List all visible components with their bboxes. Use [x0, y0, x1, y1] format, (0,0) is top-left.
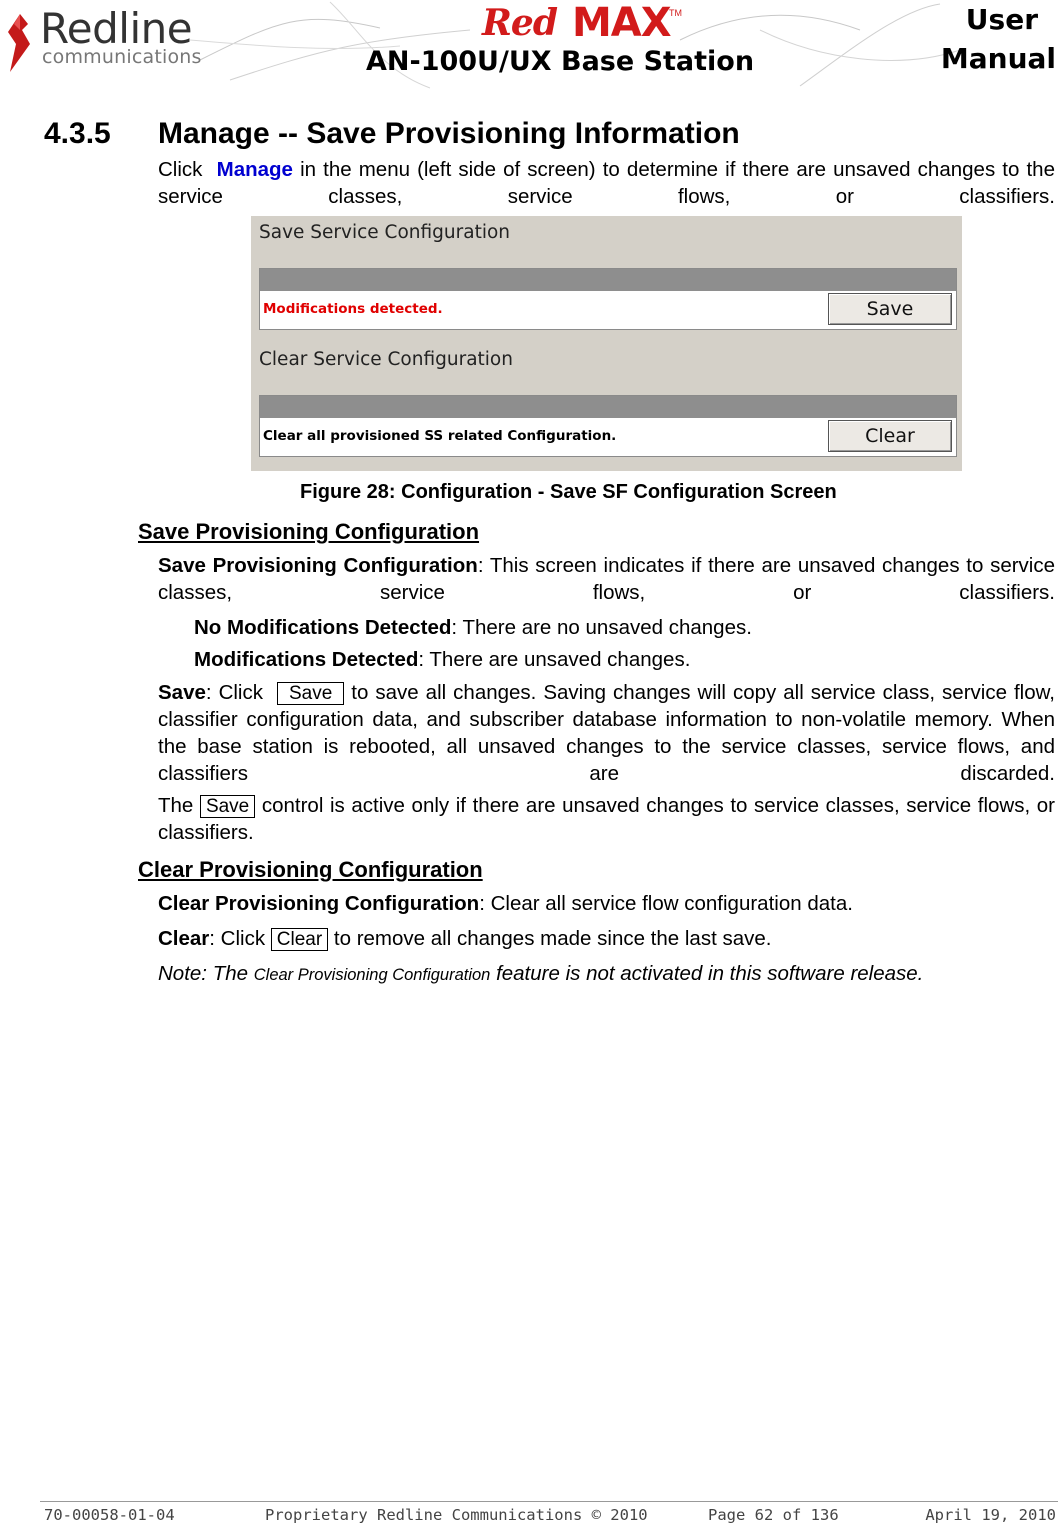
logo-wordmark: Redline — [40, 4, 193, 53]
no-modifications-item — [194, 614, 752, 641]
note-text: feature is not activated in this software release. — [496, 962, 924, 985]
clear-click: : Click — [209, 927, 266, 950]
clear-note — [158, 960, 1055, 989]
clear-inline-button: Clear — [271, 928, 328, 951]
figure-caption: Figure 28: Configuration - Save SF Configuration Screen — [300, 481, 837, 503]
clear-config-msg: Clear all provisioned SS related Configuration. — [263, 428, 617, 444]
mod-term: Modifications Detected — [194, 648, 419, 671]
footer-copyright: Proprietary Redline Communications © 2010 — [265, 1506, 648, 1524]
brand-trademark: TM — [669, 8, 682, 18]
section-number: 4.3.5 — [44, 117, 111, 150]
save-definition — [158, 552, 1055, 606]
save-button[interactable]: Save — [828, 293, 952, 325]
save-def-term: Save Provisioning Configuration — [158, 554, 478, 577]
redline-logo-icon — [0, 10, 40, 74]
save-control-note — [158, 792, 1055, 846]
clear-config-panel — [259, 395, 957, 457]
save-config-title: Save Service Configuration — [259, 222, 511, 243]
brand-max: MAX — [572, 0, 671, 46]
save-config-panel — [259, 268, 957, 330]
clear-description — [158, 925, 1055, 952]
control-text: control is active only if there are unsaved changes to service classes, service flows, or classifiers. — [158, 794, 1055, 844]
section-title: Manage -- Save Provisioning Information — [158, 117, 740, 150]
brand-red: Red — [482, 2, 557, 44]
note-lead: Note: The — [158, 962, 249, 985]
footer-page: Page 62 of 136 — [708, 1506, 839, 1524]
modifications-detected-msg: Modifications detected. — [263, 301, 443, 317]
no-mod-text: : There are no unsaved changes. — [451, 616, 752, 639]
footer-doc-number: 70-00058-01-04 — [44, 1506, 175, 1524]
clear-definition — [158, 890, 1055, 917]
panel-header-bar — [260, 396, 956, 418]
the-word: The — [158, 794, 194, 817]
clear-config-title: Clear Service Configuration — [259, 349, 513, 370]
clear-term: Clear — [158, 927, 210, 950]
save-click: : Click — [205, 681, 263, 704]
mod-text: : There are unsaved changes. — [418, 648, 691, 671]
intro-click: Click — [158, 158, 203, 181]
save-def-text: : This screen indicates if there are unsaved changes to service classes, service flows, or classifiers. — [158, 554, 1056, 604]
doc-type-manual: Manual — [940, 42, 1056, 75]
page-header — [0, 0, 1060, 92]
doc-type-user: User — [965, 3, 1038, 36]
note-feature-name: Clear Provisioning Configuration — [253, 966, 491, 984]
save-description — [158, 679, 1055, 787]
intro-text: in the menu (left side of screen) to determine if there are unsaved changes to the service classes, service flows, or classifiers. — [158, 158, 1055, 208]
save-term: Save — [158, 681, 206, 704]
modifications-item — [194, 646, 690, 673]
save-section-heading: Save Provisioning Configuration — [138, 519, 480, 544]
clear-button[interactable]: Clear — [828, 420, 952, 452]
no-mod-term: No Modifications Detected — [194, 616, 452, 639]
save-config-screenshot — [251, 216, 962, 471]
clear-def-text: : Clear all service flow configuration data. — [479, 892, 853, 915]
clear-def-term: Clear Provisioning Configuration — [158, 892, 480, 915]
footer-divider — [40, 1501, 1058, 1502]
panel-header-bar — [260, 269, 956, 291]
intro-paragraph — [158, 156, 1055, 210]
clear-section-heading: Clear Provisioning Configuration — [138, 857, 483, 882]
manage-menu-link[interactable]: Manage — [216, 158, 293, 181]
footer-date: April 19, 2010 — [925, 1506, 1056, 1524]
save-text: to save all changes. Saving changes will copy all service class, service flow, classifier configuration data, and subscriber database information to non-volatile memory. When the base station is rebooted, all unsaved changes to the service classes, service flows, and classifiers are discarded. — [158, 681, 1056, 785]
save-inline-button: Save — [277, 682, 344, 705]
save-inline-button: Save — [200, 795, 255, 818]
product-title: AN-100U/UX Base Station — [366, 46, 755, 77]
logo-subtitle: communications — [42, 46, 202, 68]
clear-text: to remove all changes made since the last save. — [333, 927, 772, 950]
